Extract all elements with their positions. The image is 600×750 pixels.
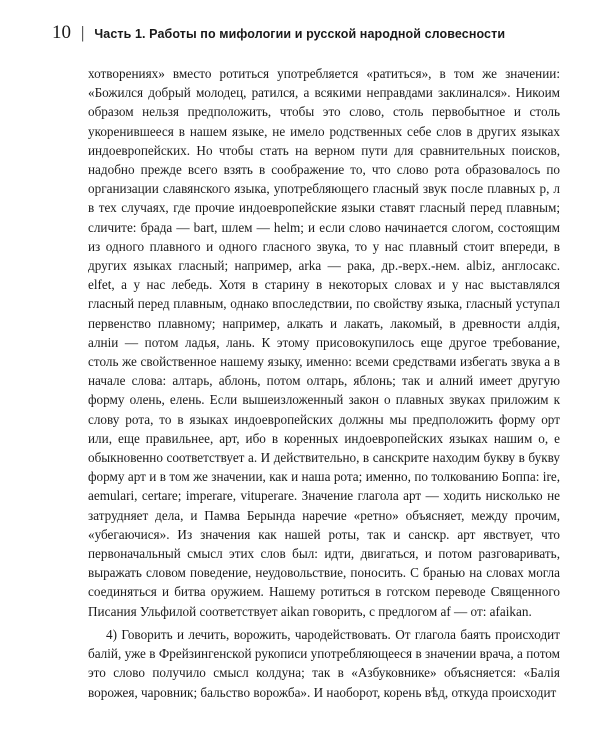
page-header bbox=[52, 22, 560, 44]
paragraph-1: хотворениях» вместо ротиться употребляется «ратиться», в том же значении: «Божился добрый молодец, ратился, а всякими неправдами заклинался». Никоим образом нельзя предположить, чтобы это слово, столь первобытное и столь укоренившееся в нашем языке, не имело родственных себе слов в других языках индоевропейских. Но чтобы стать на верном пути для сравнительных поисков, надобно прежде всего взять в соображение то, что слово рота образовалось по организации славянского языка, употребляющего гласный звук после плавных р, л в тех случаях, где прочие индоевропейские языки ставят гласный перед плавным; сличите: брада — bart, шлем — helm; и если слово начинается слогом, состоящим из одного плавного и одного гласного звука, то у нас плавный стоит впереди, в других языках гласный; например, arka — рака, др.-верх.-нем. albiz, англосакс. elfet, а у нас лебедь. Хотя в старину в некоторых словах и у нас выставлялся гласный перед плавным, однако впоследствии, по свойству языка, гласный уступал первенство плавному; например, алкать и лакать, лакомый, в древности алдія, алніи — потом ладья, лань. К этому присовокупилось еще другое требование, столь же свойственное нашему языку, именно: всеми средствами избегать звука а в начале слова: алтарь, аблонь, потом олтарь, яблонь; так и алний имеет другую форму олень, елень. Если вышеизложенный закон о плавных звуках приложим к слову рота, то в языках индоевропейских должны мы предположить форму орт или, еще правильнее, арт, ибо в коренных индоевропейских языках нашим о, е обыкновенно соответствует а. И действительно, в санскрите находим букву в букву форму арт и в том же значении, как и наша рота; именно, по толкованию Боппа: ire, aemulari, certare; imperare, vituperare. Значение глагола арт — ходить нисколько не затрудняет дела, и Памва Берында наречие «ретно» объясняет, между прочим, «убегаючися». Из значения как нашей роты, так и санскр. арт явствует, что первоначальный смысл этих слов был: идти, двигаться, и потом разговаривать, выражать словом поведение, неудовольствие, поносить. С бранью на словах могла соединяться и битва оружием. Нашему ротиться в готском переводе Священного Писания Ульфилой соответствует aikan говорить, с предлогом af — от: afaikan. bbox=[88, 66, 560, 619]
body-text bbox=[88, 64, 560, 702]
paragraph-2: 4) Говорить и лечить, ворожить, чародействовать. От глагола баять происходит балій, уже в Фрейзингенской рукописи употребляющееся в значении врача, а потом это слово получило смысл колдуна; так в «Азбуковнике» объясняется: «Балія ворожея, чаровник; бальство ворожба». И наоборот, корень вѣд, откуда происходит bbox=[88, 626, 560, 700]
header-separator: | bbox=[81, 23, 85, 42]
running-title: Часть 1. Работы по мифологии и русской народной словесности bbox=[94, 27, 506, 41]
page-number: 10 bbox=[52, 22, 71, 43]
